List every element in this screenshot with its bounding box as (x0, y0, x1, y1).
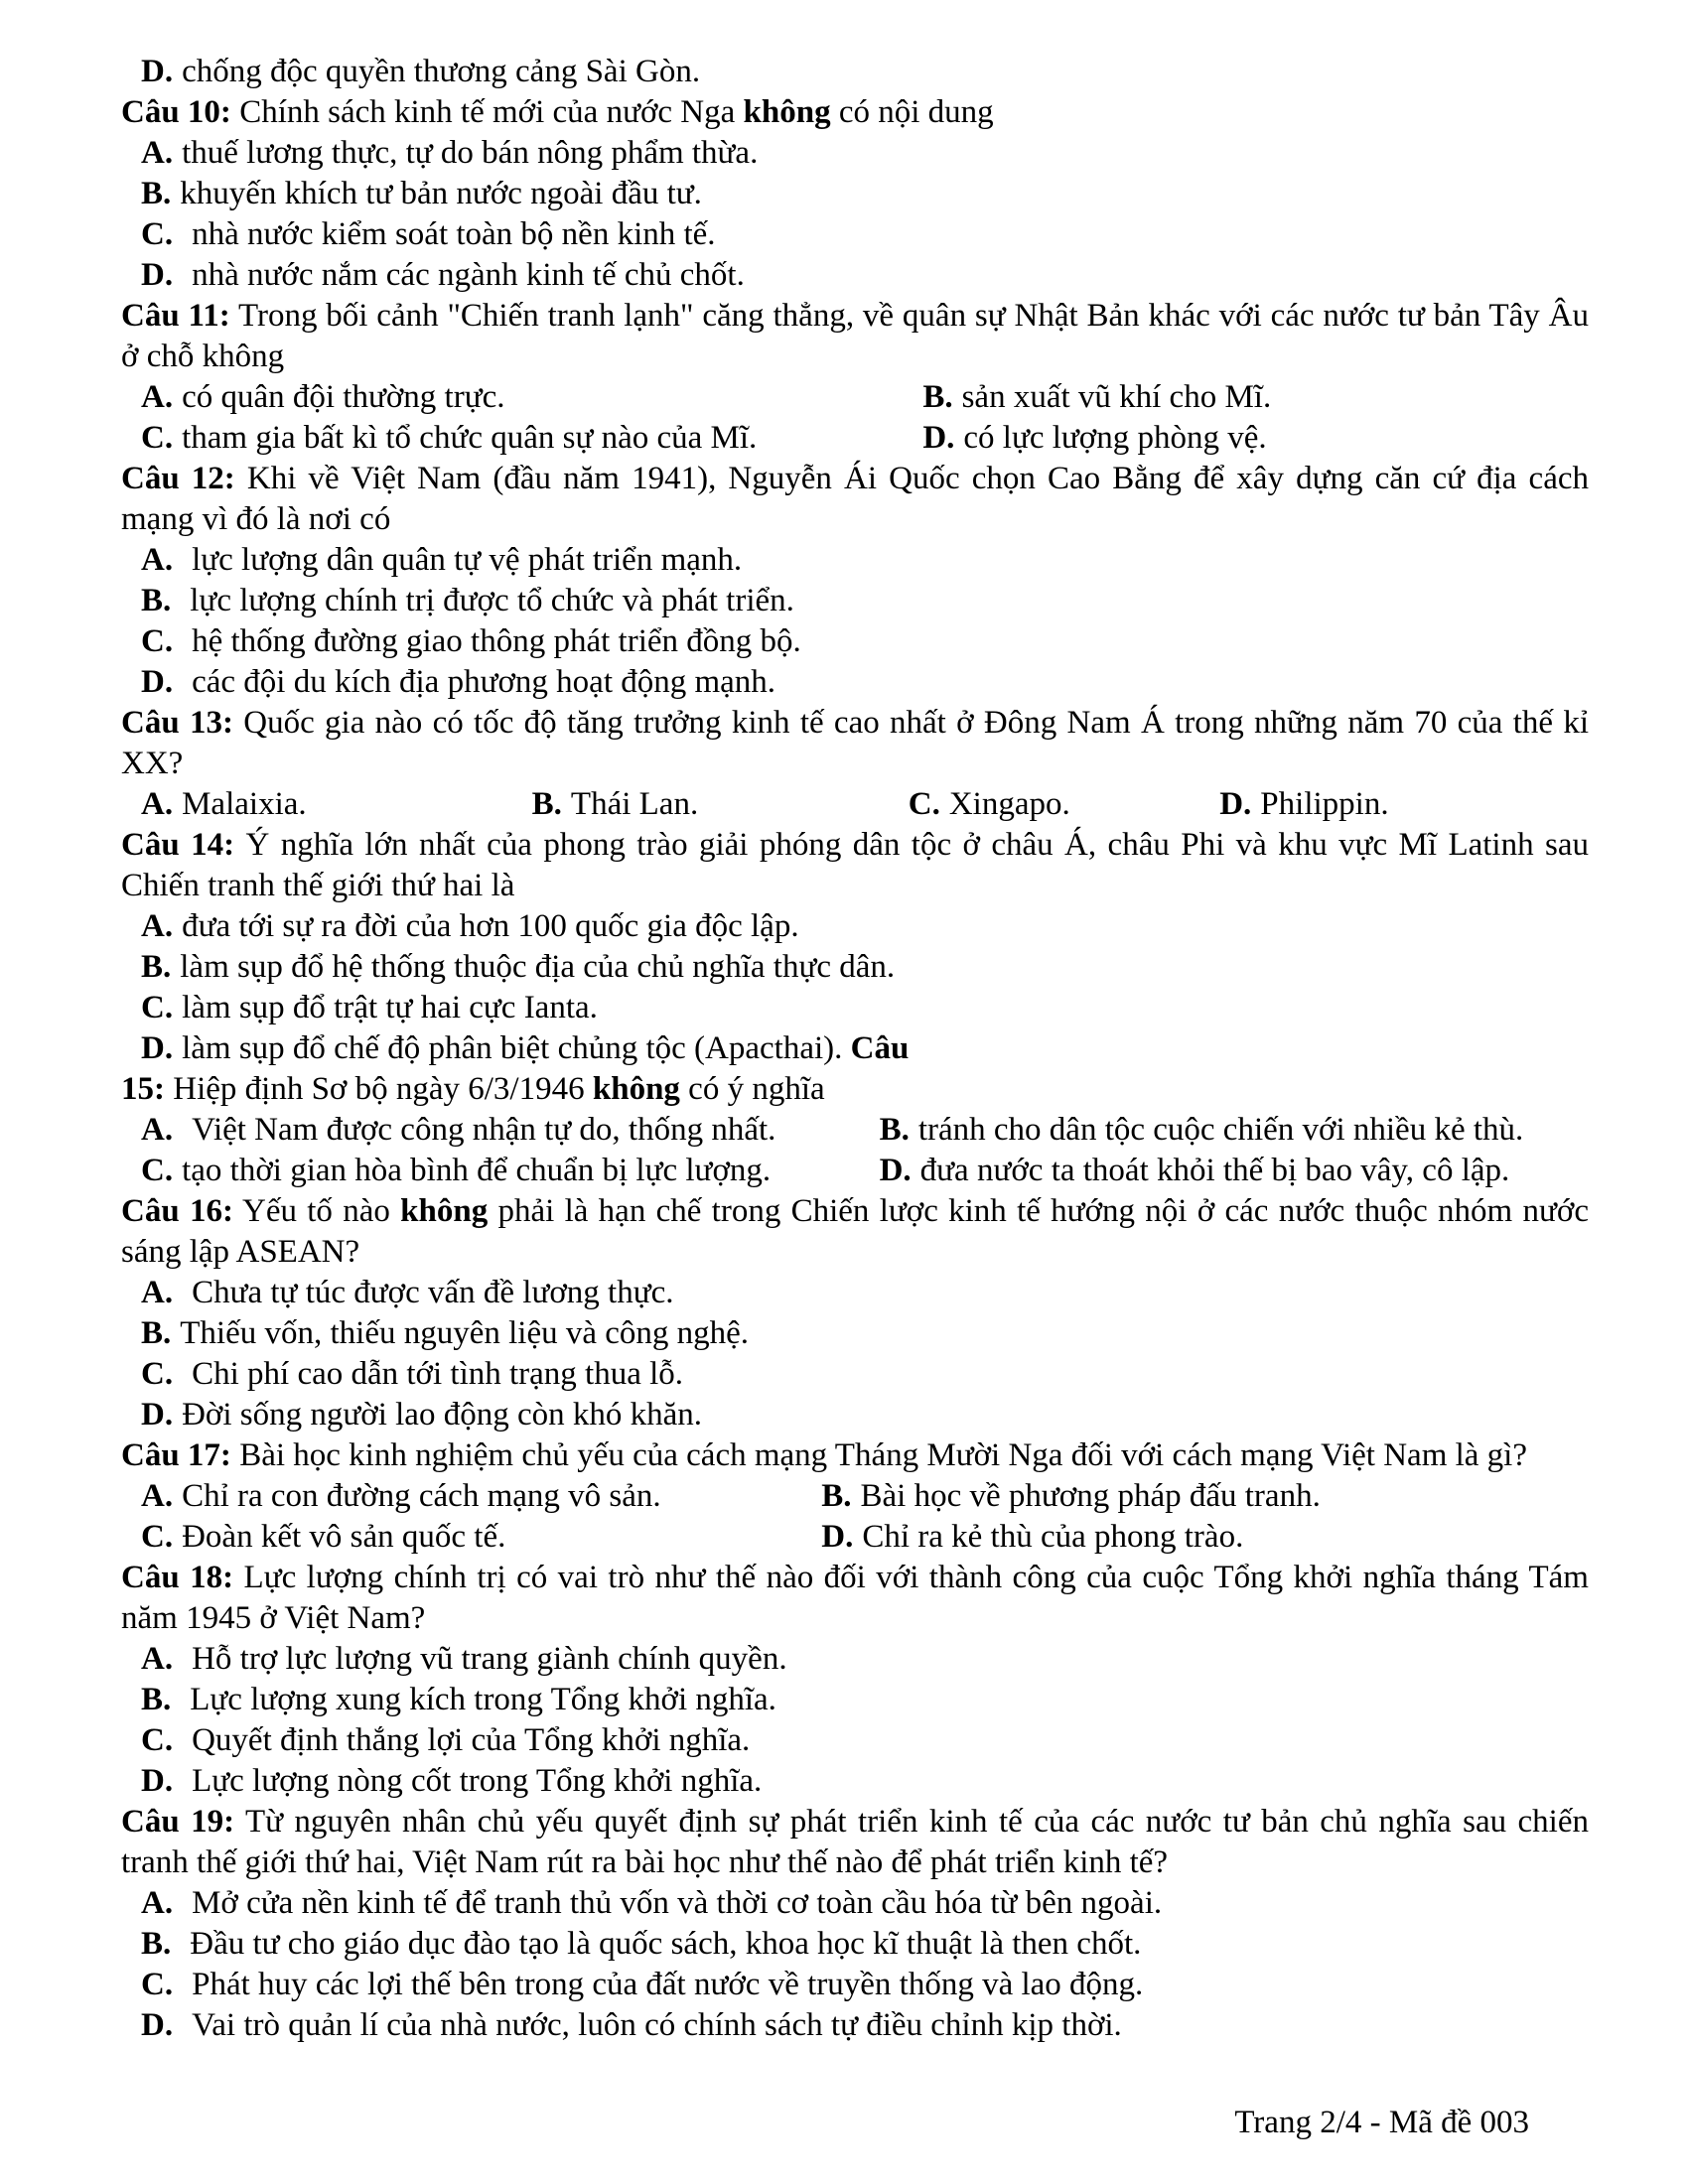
option-row (121, 947, 1589, 988)
text: nhà nước nắm các ngành kinh tế chủ chốt. (192, 257, 745, 293)
option-letter: D. (141, 1397, 174, 1433)
option-letter: C. (141, 216, 174, 252)
option-row (121, 1354, 1589, 1395)
text: nhà nước kiểm soát toàn bộ nền kinh tế. (192, 216, 716, 252)
option-letter: C. (141, 420, 174, 456)
question-header (121, 1558, 1589, 1639)
bold-text: Câu 19: (121, 1804, 235, 1840)
option-b (880, 1110, 1589, 1151)
option-c (141, 216, 716, 252)
option-row (121, 621, 1589, 662)
bold-text: Câu 11: (121, 298, 230, 334)
option-letter: B. (141, 1926, 172, 1962)
option-c (141, 623, 801, 659)
option-b (141, 583, 794, 618)
option-row (121, 174, 1589, 214)
option-letter: C. (908, 786, 940, 822)
text: Khi về Việt Nam (đầu năm 1941), Nguyễn Ái Quốc chọn Cao Bằng để xây dựng căn cứ địa cách mạng vì đó là nơi có (121, 461, 1589, 537)
option-c (141, 990, 598, 1025)
bold-text: Câu 12: (121, 461, 235, 496)
option-row (121, 214, 1589, 255)
text: Quốc gia nào có tốc độ tăng trưởng kinh tế cao nhất ở Đông Nam Á trong những năm 70 của thế kỉ XX? (121, 705, 1589, 781)
option-row (121, 2005, 1589, 2046)
question-header (121, 1069, 1589, 1110)
text: Lực lượng chính trị có vai trò như thế nào đối với thành công của cuộc Tổng khởi nghĩa tháng Tám năm 1945 ở Việt Nam? (121, 1560, 1589, 1636)
text: Quyết định thắng lợi của Tổng khởi nghĩa. (192, 1722, 751, 1758)
text: Lực lượng xung kích trong Tổng khởi nghĩa. (190, 1682, 776, 1717)
option-a (141, 1476, 821, 1517)
text: tham gia bất kì tổ chức quân sự nào của Mĩ. (182, 420, 758, 456)
bold-text: Câu 14: (121, 827, 235, 863)
option-a (141, 1275, 674, 1310)
bold-text: không (400, 1193, 489, 1229)
question-header (121, 459, 1589, 540)
option-d (880, 1151, 1589, 1191)
option-row (121, 540, 1589, 581)
option-letter: A. (141, 1112, 174, 1148)
text: Chỉ ra con đường cách mạng vô sản. (182, 1478, 661, 1514)
option-d (141, 2007, 1122, 2043)
option-a (141, 1885, 1162, 1921)
option-letter: C. (141, 623, 174, 659)
text: Trong bối cảnh "Chiến tranh lạnh" căng thẳng, về quân sự Nhật Bản khác với các nước tư bản Tây Âu ở chỗ không (121, 298, 1589, 374)
option-letter: D. (922, 420, 955, 456)
question-header (121, 1802, 1589, 1883)
bold-text: Câu 18: (121, 1560, 234, 1595)
option-d (1219, 784, 1589, 825)
option-letter: A. (141, 1478, 174, 1514)
option-letter: D. (141, 54, 174, 89)
text: Thái Lan. (570, 786, 699, 822)
text: Chính sách kinh tế mới của nước Nga (230, 94, 744, 130)
option-c (909, 784, 1219, 825)
option-b (922, 377, 1589, 418)
question-block-cau-16 (121, 1191, 1589, 1435)
text: hệ thống đường giao thông phát triển đồng bộ. (192, 623, 801, 659)
bold-text: Câu 16: (121, 1193, 233, 1229)
text: sản xuất vũ khí cho Mĩ. (961, 379, 1272, 415)
option-b (141, 176, 702, 211)
option-c (141, 1517, 821, 1558)
option-grid (121, 784, 1589, 825)
questions-container (121, 52, 1589, 2046)
option-letter: A. (141, 542, 174, 578)
option-letter: C. (141, 1722, 174, 1758)
option-row (121, 1273, 1589, 1313)
text: Bài học kinh nghiệm chủ yếu của cách mạng Tháng Mười Nga đối với cách mạng Việt Nam là gì? (230, 1437, 1528, 1473)
text: thuế lương thực, tự do bán nông phẩm thừa. (182, 135, 759, 171)
option-row (121, 1639, 1589, 1680)
option-row (121, 1720, 1589, 1761)
question-block-cau-11 (121, 296, 1589, 459)
option-letter: A. (141, 1275, 174, 1310)
option-c (141, 1722, 750, 1758)
option-a (141, 1110, 880, 1151)
option-letter: B. (141, 1682, 172, 1717)
text: có quân đội thường trực. (182, 379, 505, 415)
option-d (922, 418, 1589, 459)
bold-text: Câu 17: (121, 1437, 231, 1473)
option-row (121, 581, 1589, 621)
text: Malaixia. (182, 786, 307, 822)
text: Đoàn kết vô sản quốc tế. (182, 1519, 506, 1555)
option-row (121, 1883, 1589, 1924)
option-d (141, 54, 700, 89)
text: Chi phí cao dẫn tới tình trạng thua lỗ. (192, 1356, 684, 1392)
question-header (121, 1435, 1589, 1476)
question-block-cau-9-option-d (121, 52, 1589, 92)
text: Bài học về phương pháp đấu tranh. (860, 1478, 1321, 1514)
question-header (121, 825, 1589, 906)
page-footer: Trang 2/4 - Mã đề 003 (1234, 2105, 1529, 2140)
text: lực lượng dân quân tự vệ phát triển mạnh. (192, 542, 743, 578)
text: khuyến khích tư bản nước ngoài đầu tư. (180, 176, 702, 211)
option-letter: A. (141, 379, 174, 415)
text: Mở cửa nền kinh tế để tranh thủ vốn và thời cơ toàn cầu hóa từ bên ngoài. (192, 1885, 1163, 1921)
option-letter: D. (821, 1519, 854, 1555)
question-block-cau-18 (121, 1558, 1589, 1802)
question-header (121, 703, 1589, 784)
question-block-cau-10 (121, 92, 1589, 296)
option-letter: B. (141, 583, 172, 618)
option-c (141, 1356, 683, 1392)
option-row (121, 1761, 1589, 1802)
option-row (121, 1395, 1589, 1435)
option-a (141, 377, 922, 418)
option-letter: A. (141, 786, 174, 822)
text: có ý nghĩa (679, 1071, 825, 1107)
option-row (121, 133, 1589, 174)
text: Phát huy các lợi thế bên trong của đất nước về truyền thống và lao động. (192, 1967, 1144, 2002)
text: đưa nước ta thoát khỏi thế bị bao vây, cô lập. (919, 1153, 1510, 1188)
option-letter: C. (141, 1356, 174, 1392)
bold-text: 15: (121, 1071, 165, 1107)
option-c (141, 1967, 1143, 2002)
text: Từ nguyên nhân chủ yếu quyết định sự phát triển kinh tế của các nước tư bản chủ nghĩa sau chiến tranh thế giới thứ hai, Việt Nam rút ra bài học như thế nào để phát triển kinh tế? (121, 1804, 1589, 1880)
text: tạo thời gian hòa bình để chuẩn bị lực lượng. (182, 1153, 772, 1188)
text: làm sụp đổ hệ thống thuộc địa của chủ nghĩa thực dân. (180, 949, 896, 985)
text: Yếu tố nào (232, 1193, 401, 1229)
option-letter: B. (531, 786, 562, 822)
option-a (141, 784, 532, 825)
option-grid (121, 1110, 1589, 1191)
text: Hỗ trợ lực lượng vũ trang giành chính quyền. (192, 1641, 787, 1677)
option-d (141, 257, 745, 293)
text: Xingapo. (948, 786, 1070, 822)
option-grid (121, 1476, 1589, 1558)
option-letter: C. (141, 1519, 174, 1555)
bold-text: Câu (850, 1030, 910, 1066)
text: Đời sống người lao động còn khó khăn. (182, 1397, 703, 1433)
option-letter: D. (1219, 786, 1252, 822)
text: Lực lượng nòng cốt trong Tổng khởi nghĩa. (192, 1763, 763, 1799)
option-letter: B. (141, 176, 172, 211)
text: làm sụp đổ trật tự hai cực Ianta. (182, 990, 598, 1025)
option-row (121, 1924, 1589, 1965)
question-header (121, 92, 1589, 133)
text: làm sụp đổ chế độ phân biệt chủng tộc (Apacthai). (182, 1030, 851, 1066)
text: Philippin. (1260, 786, 1389, 822)
text: đưa tới sự ra đời của hơn 100 quốc gia độc lập. (182, 908, 799, 944)
option-a (141, 135, 758, 171)
question-block-cau-15 (121, 1069, 1589, 1191)
question-header (121, 1191, 1589, 1273)
option-letter: A. (141, 1885, 174, 1921)
option-letter: D. (141, 1763, 174, 1799)
bold-text: Câu 13: (121, 705, 233, 741)
option-letter: C. (141, 990, 174, 1025)
option-c (141, 1151, 880, 1191)
option-row (121, 906, 1589, 947)
option-row (121, 1680, 1589, 1720)
option-letter: B. (879, 1112, 910, 1148)
text: có nội dung (830, 94, 994, 130)
option-letter: D. (141, 664, 174, 700)
option-b (532, 784, 909, 825)
text: có lực lượng phòng vệ. (963, 420, 1267, 456)
text: Hiệp định Sơ bộ ngày 6/3/1946 (165, 1071, 593, 1107)
text: Thiếu vốn, thiếu nguyên liệu và công nghệ. (180, 1315, 750, 1351)
option-a (141, 1641, 787, 1677)
text: Đầu tư cho giáo dục đào tạo là quốc sách, khoa học kĩ thuật là then chốt. (190, 1926, 1142, 1962)
option-letter: B. (821, 1478, 852, 1514)
text: chống độc quyền thương cảng Sài Gòn. (182, 54, 701, 89)
option-letter: B. (141, 949, 172, 985)
option-b (141, 949, 895, 985)
question-header (121, 296, 1589, 377)
option-letter: A. (141, 1641, 174, 1677)
option-b (141, 1926, 1141, 1962)
text: tránh cho dân tộc cuộc chiến với nhiều kẻ thù. (917, 1112, 1524, 1148)
option-letter: A. (141, 135, 174, 171)
option-letter: D. (879, 1153, 912, 1188)
option-c (141, 418, 922, 459)
option-b (141, 1315, 749, 1351)
option-row (121, 1028, 1589, 1069)
option-row (121, 1313, 1589, 1354)
bold-text: Câu 10: (121, 94, 231, 130)
option-letter: D. (141, 1030, 174, 1066)
option-row (121, 988, 1589, 1028)
option-b (141, 1682, 776, 1717)
option-letter: C. (141, 1153, 174, 1188)
option-b (821, 1476, 1589, 1517)
option-grid (121, 377, 1589, 459)
option-d (141, 1030, 909, 1066)
question-block-cau-13 (121, 703, 1589, 825)
option-d (141, 664, 775, 700)
text: Chưa tự túc được vấn đề lương thực. (192, 1275, 674, 1310)
option-d (141, 1763, 762, 1799)
option-letter: B. (922, 379, 953, 415)
question-block-cau-14 (121, 825, 1589, 1069)
option-a (141, 542, 742, 578)
text: Chỉ ra kẻ thù của phong trào. (862, 1519, 1244, 1555)
option-d (141, 1397, 702, 1433)
option-letter: B. (141, 1315, 172, 1351)
question-block-cau-17 (121, 1435, 1589, 1558)
text: các đội du kích địa phương hoạt động mạnh. (192, 664, 776, 700)
text: phải là hạn chế trong Chiến lược kinh tế hướng nội ở các nước thuộc nhóm nước sáng lập ASEAN? (121, 1193, 1589, 1270)
option-letter: C. (141, 1967, 174, 2002)
text: Ý nghĩa lớn nhất của phong trào giải phóng dân tộc ở châu Á, châu Phi và khu vực Mĩ Latinh sau Chiến tranh thế giới thứ hai là (121, 827, 1589, 903)
option-letter: D. (141, 2007, 174, 2043)
option-a (141, 908, 799, 944)
option-row (121, 255, 1589, 296)
bold-text: không (743, 94, 831, 130)
option-letter: A. (141, 908, 174, 944)
question-block-cau-12 (121, 459, 1589, 703)
bold-text: không (592, 1071, 680, 1107)
option-row (121, 662, 1589, 703)
option-d (821, 1517, 1589, 1558)
option-row (121, 52, 1589, 92)
text: Việt Nam được công nhận tự do, thống nhất. (192, 1112, 776, 1148)
option-letter: D. (141, 257, 174, 293)
option-row (121, 1965, 1589, 2005)
text: Vai trò quản lí của nhà nước, luôn có chính sách tự điều chỉnh kịp thời. (192, 2007, 1122, 2043)
question-block-cau-19 (121, 1802, 1589, 2046)
text: lực lượng chính trị được tổ chức và phát triển. (190, 583, 794, 618)
